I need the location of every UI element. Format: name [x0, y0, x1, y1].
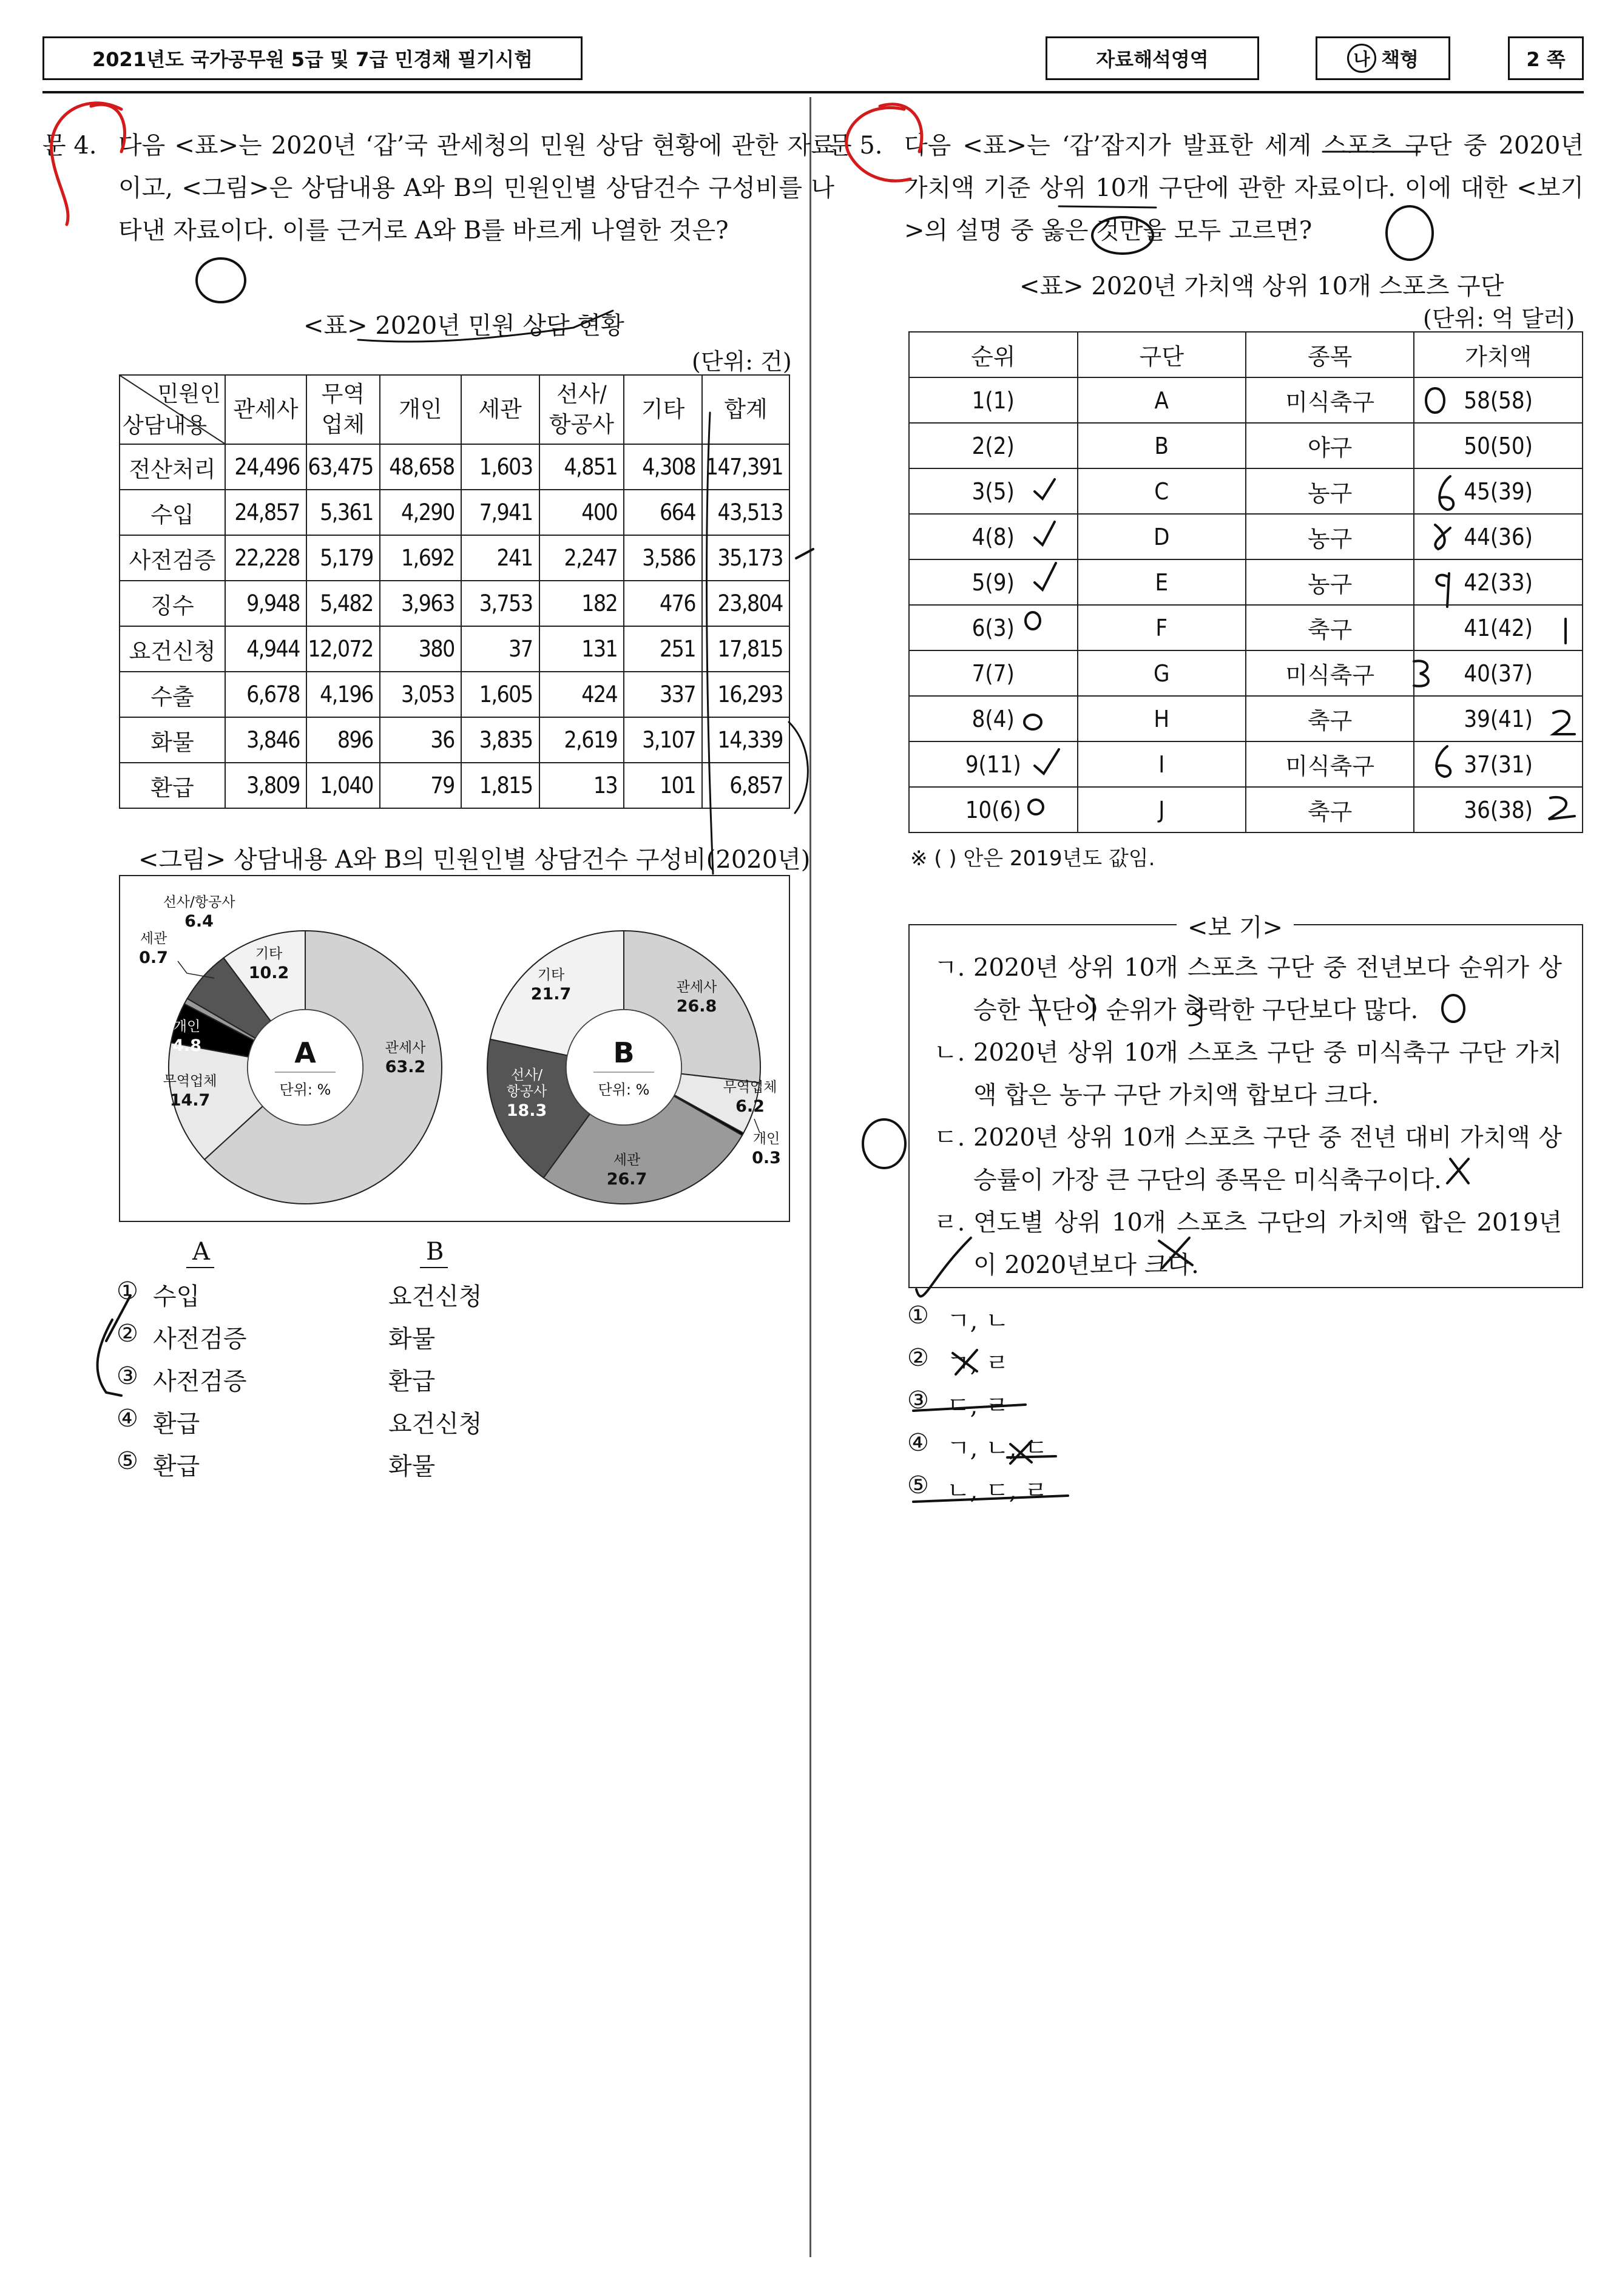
- q4-option-b: 요건신청: [388, 1283, 482, 1311]
- q5-option-mark[interactable]: ②: [907, 1344, 929, 1372]
- pie-chart-b: [460, 876, 791, 1222]
- table-cell: J: [1078, 787, 1246, 832]
- bogi-text: 2020년 상위 10개 스포츠 구단 중 전년 대비 가치액 상승률이 가장 큰 구단의 종목은 미식축구이다.: [973, 1124, 1562, 1194]
- table-cell: 131: [539, 626, 624, 672]
- booklet-mark-circle: 나: [1347, 44, 1376, 73]
- table-corner-cell: [120, 375, 225, 444]
- row-label: 사전검증: [120, 535, 225, 581]
- q4-option-header-a-underline: [186, 1267, 214, 1268]
- q4-option-header-b: B: [426, 1238, 444, 1266]
- table-cell: 7,941: [461, 490, 539, 535]
- table-cell: 7(7): [909, 650, 1078, 696]
- table-cell: 3,586: [624, 535, 702, 581]
- table-cell: 9(11): [909, 741, 1078, 787]
- donut-center-label: B: [613, 1036, 635, 1069]
- column-header: 합계: [702, 375, 789, 444]
- q5-bogi-box: [908, 914, 1583, 1288]
- table-cell: 147,391: [702, 444, 789, 490]
- bogi-mark: ㄷ.: [934, 1124, 965, 1152]
- slice-label: 세관: [140, 931, 167, 947]
- table-row: [120, 535, 789, 581]
- table-cell: 182: [539, 581, 624, 626]
- table-cell: 337: [624, 672, 702, 717]
- q4-stem: [42, 124, 834, 300]
- table-row: [120, 626, 789, 672]
- bogi-text: 2020년 상위 10개 스포츠 구단 중 전년보다 순위가 상승한 구단이 순위가 하락한 구단보다 많다.: [973, 954, 1562, 1024]
- table-cell: 664: [624, 490, 702, 535]
- table-cell: 농구: [1246, 559, 1414, 605]
- row-label: 화물: [120, 717, 225, 763]
- q5-table-title: <표> 2020년 가치액 상위 10개 스포츠 구단: [1019, 272, 1504, 300]
- table-cell: 2(2): [909, 423, 1078, 468]
- table-cell: 9,948: [225, 581, 306, 626]
- slice-label: 개인: [752, 1131, 780, 1147]
- table-cell: 476: [624, 581, 702, 626]
- table-cell: 농구: [1246, 514, 1414, 559]
- table-cell: 4,196: [306, 672, 380, 717]
- slice-label: 관세사: [676, 979, 717, 995]
- q5-option-mark[interactable]: ⑤: [907, 1471, 929, 1499]
- q4-option-b: 화물: [388, 1453, 436, 1481]
- table-cell: 39(41): [1414, 696, 1583, 741]
- table-cell: 4,308: [624, 444, 702, 490]
- slice-value: 63.2: [385, 1058, 426, 1076]
- donut-center-label: A: [294, 1036, 316, 1069]
- table-row: [909, 514, 1583, 559]
- slice-label: 무역업체: [163, 1073, 217, 1089]
- table-cell: 6(3): [909, 605, 1078, 650]
- table-cell: 23,804: [702, 581, 789, 626]
- table-cell: 3(5): [909, 468, 1078, 514]
- q5-option-text: ㄴ, ㄷ, ㄹ: [947, 1477, 1048, 1505]
- q4-option-b: 화물: [388, 1325, 436, 1353]
- q4-table: [119, 374, 790, 809]
- table-cell: 농구: [1246, 468, 1414, 514]
- donut-unit: 단위: %: [279, 1081, 331, 1098]
- q5-note: ※ ( ) 안은 2019년도 값임.: [910, 846, 1155, 871]
- bogi-d-circle: [863, 1119, 905, 1168]
- row-label: 요건신청: [120, 626, 225, 672]
- bogi-text: 2020년 상위 10개 스포츠 구단 중 미식축구 구단 가치액 합은 농구 구단 가치액 합보다 크다.: [973, 1039, 1562, 1109]
- table-cell: 4,944: [225, 626, 306, 672]
- table-cell: 미식축구: [1246, 377, 1414, 423]
- q5-option-mark[interactable]: ③: [907, 1386, 929, 1414]
- q4-option-mark[interactable]: ②: [117, 1320, 138, 1348]
- q5-text: 다음 <표>는 ‘갑’잡지가 발표한 세계 스포츠 구단 중 2020년 가치액 기준 상위 10개 구단에 관한 자료이다. 이에 대한 <보기>의 설명 중 옳은 것만을 모두 고르면?: [904, 132, 1584, 245]
- corner-bottom-label: 상담내용: [123, 413, 208, 438]
- q4-option-a: 수입: [153, 1283, 200, 1311]
- table-cell: 10(6): [909, 787, 1078, 832]
- q4-option-b: 환급: [388, 1368, 436, 1396]
- table-cell: 44(36): [1414, 514, 1583, 559]
- q5-option-text: ㄷ, ㄹ: [947, 1392, 1009, 1420]
- table-cell: 40(37): [1414, 650, 1583, 696]
- slice-value: 10.2: [248, 964, 289, 982]
- q4-option-a: 사전검증: [153, 1368, 247, 1396]
- q5-option-mark[interactable]: ①: [907, 1302, 929, 1329]
- table-cell: 2,619: [539, 717, 624, 763]
- column-header: 관세사: [225, 375, 306, 444]
- table-cell: C: [1078, 468, 1246, 514]
- table-row: [120, 490, 789, 535]
- table-cell: 축구: [1246, 787, 1414, 832]
- q4-figure: [119, 875, 790, 1222]
- table-cell: 미식축구: [1246, 741, 1414, 787]
- table-cell: 400: [539, 490, 624, 535]
- column-header: 기타: [624, 375, 702, 444]
- q5-option-text: ㄱ, ㄴ: [947, 1307, 1009, 1335]
- slice-value: 14.7: [169, 1091, 211, 1110]
- slice-value: 26.7: [606, 1170, 647, 1189]
- table-cell: 축구: [1246, 605, 1414, 650]
- table-cell: 미식축구: [1246, 650, 1414, 696]
- table-cell: 42(33): [1414, 559, 1583, 605]
- table-cell: 13: [539, 763, 624, 808]
- table-cell: 12,072: [306, 626, 380, 672]
- table-cell: 3,107: [624, 717, 702, 763]
- table-cell: 4(8): [909, 514, 1078, 559]
- table-row: [909, 741, 1583, 787]
- table-cell: 5,361: [306, 490, 380, 535]
- q4-figure-title: <그림> 상담내용 A와 B의 민원인별 상담건수 구성비(2020년): [138, 846, 811, 874]
- bogi-text: 연도별 상위 10개 스포츠 구단의 가치액 합은 2019년이 2020년보다 크다.: [973, 1209, 1563, 1279]
- table-cell: 3,053: [380, 672, 461, 717]
- column-header: 구단: [1078, 332, 1246, 377]
- slice-value: 26.8: [676, 997, 717, 1016]
- bogi-mark: ㄴ.: [934, 1039, 965, 1067]
- table-row: [909, 377, 1583, 423]
- table-cell: D: [1078, 514, 1246, 559]
- table-cell: 1,692: [380, 535, 461, 581]
- table-cell: 48,658: [380, 444, 461, 490]
- slice-label: 관세사: [385, 1040, 426, 1056]
- q4-option-header-b-underline: [420, 1267, 448, 1268]
- section-label: 자료해석영역: [1046, 36, 1259, 80]
- column-header: 순위: [909, 332, 1078, 377]
- table-cell: 36(38): [1414, 787, 1583, 832]
- column-header: 종목: [1246, 332, 1414, 377]
- row-label: 환급: [120, 763, 225, 808]
- slice-label: 선사/항공사: [163, 894, 235, 910]
- table-cell: 3,809: [225, 763, 306, 808]
- slice-value: 18.3: [506, 1101, 547, 1120]
- table-row: [909, 559, 1583, 605]
- table-cell: 5,482: [306, 581, 380, 626]
- table-cell: 36: [380, 717, 461, 763]
- table-cell: 1(1): [909, 377, 1078, 423]
- table-cell: 축구: [1246, 696, 1414, 741]
- table-cell: I: [1078, 741, 1246, 787]
- header-rule: [42, 91, 1584, 93]
- q4-number: 문 4.: [42, 132, 97, 160]
- row-label: 전산처리: [120, 444, 225, 490]
- bogi-mark: ㄹ.: [934, 1209, 965, 1237]
- table-cell: 4,851: [539, 444, 624, 490]
- table-row: [909, 650, 1583, 696]
- q4-option-a: 사전검증: [153, 1325, 247, 1353]
- slice-label: 기타: [255, 946, 283, 962]
- q5-table-unit: (단위: 억 달러): [1423, 305, 1575, 332]
- table-cell: 8(4): [909, 696, 1078, 741]
- table-cell: E: [1078, 559, 1246, 605]
- table-cell: 1,605: [461, 672, 539, 717]
- table-cell: 3,963: [380, 581, 461, 626]
- booklet-type: [1316, 36, 1450, 80]
- q4-option-a: 환급: [153, 1453, 200, 1481]
- table-cell: 45(39): [1414, 468, 1583, 514]
- table-cell: 16,293: [702, 672, 789, 717]
- table-cell: 58(58): [1414, 377, 1583, 423]
- column-header: 개인: [380, 375, 461, 444]
- q5-option-mark[interactable]: ④: [907, 1429, 929, 1457]
- bogi-mark: ㄱ.: [934, 954, 965, 982]
- table-cell: 1,040: [306, 763, 380, 808]
- q4-option-header-a: A: [192, 1238, 210, 1266]
- table-cell: 17,815: [702, 626, 789, 672]
- table-cell: 1,603: [461, 444, 539, 490]
- table-cell: 14,339: [702, 717, 789, 763]
- q5-number: 문 5.: [828, 132, 883, 160]
- slice-value: 4.8: [172, 1036, 201, 1055]
- q4-option-a: 환급: [153, 1410, 200, 1438]
- slice-label: 선사/: [510, 1067, 543, 1083]
- corner-top-label: 민원인: [157, 382, 221, 407]
- slice-value: 6.2: [735, 1097, 765, 1116]
- table-row: [120, 444, 789, 490]
- table-row: [120, 581, 789, 626]
- q4-option-mark[interactable]: ③: [117, 1362, 138, 1390]
- q4-table-title: <표> 2020년 민원 상담 현황: [303, 312, 624, 340]
- q4-option-mark[interactable]: ⑤: [117, 1447, 138, 1475]
- table-cell: 3,835: [461, 717, 539, 763]
- slice-label: 기타: [537, 967, 565, 983]
- table-cell: 37: [461, 626, 539, 672]
- column-divider: [809, 97, 811, 2257]
- q4-option-mark[interactable]: ④: [117, 1405, 138, 1433]
- slice-label: 개인: [173, 1019, 201, 1035]
- q4-option-b: 요건신청: [388, 1410, 482, 1438]
- table-cell: 43,513: [702, 490, 789, 535]
- donut-unit: 단위: %: [598, 1081, 650, 1098]
- table-cell: 22,228: [225, 535, 306, 581]
- table-cell: H: [1078, 696, 1246, 741]
- table-row: [909, 423, 1583, 468]
- table-cell: 37(31): [1414, 741, 1583, 787]
- table-cell: F: [1078, 605, 1246, 650]
- table-cell: 63,475: [306, 444, 380, 490]
- table-cell: 896: [306, 717, 380, 763]
- table-row: [909, 468, 1583, 514]
- booklet-suffix: 책형: [1381, 48, 1419, 71]
- table-cell: 4,290: [380, 490, 461, 535]
- table-cell: 79: [380, 763, 461, 808]
- table-cell: 2,247: [539, 535, 624, 581]
- table-cell: 5(9): [909, 559, 1078, 605]
- table-row: [120, 717, 789, 763]
- slice-value: 0.7: [139, 948, 168, 967]
- slice-label: 무역업체: [723, 1079, 777, 1095]
- q5-option-text: ㄱ, ㄴ, ㄷ: [947, 1434, 1048, 1462]
- table-cell: 24,857: [225, 490, 306, 535]
- table-cell: 241: [461, 535, 539, 581]
- table-cell: A: [1078, 377, 1246, 423]
- exam-title: 2021년도 국가공무원 5급 및 7급 민경채 필기시험: [42, 36, 583, 80]
- bogi-title: <보 기>: [1177, 908, 1294, 943]
- table-cell: 380: [380, 626, 461, 672]
- row-label: 징수: [120, 581, 225, 626]
- table-cell: 101: [624, 763, 702, 808]
- pie-chart-a: [120, 876, 460, 1222]
- total-bracket: [789, 722, 808, 813]
- slice-label: 세관: [613, 1152, 641, 1168]
- q4-option-mark[interactable]: ①: [117, 1277, 138, 1305]
- table-cell: 24,496: [225, 444, 306, 490]
- table-cell: 야구: [1246, 423, 1414, 468]
- column-header: 세관: [461, 375, 539, 444]
- table-cell: 50(50): [1414, 423, 1583, 468]
- table-row: [120, 672, 789, 717]
- q5-option-text: ㄱ, ㄹ: [947, 1349, 1009, 1377]
- column-header: 무역 업체: [306, 375, 380, 444]
- row-label: 수출: [120, 672, 225, 717]
- q4-text: 다음 <표>는 2020년 ‘갑’국 관세청의 민원 상담 현황에 관한 자료이고, <그림>은 상담내용 A와 B의 민원인별 상담건수 구성비를 나타낸 자료이다. 이를 근거로 A와 B를 바르게 나열한 것은?: [118, 132, 834, 245]
- table-cell: 1,815: [461, 763, 539, 808]
- table-row: [909, 787, 1583, 832]
- table-row: [909, 696, 1583, 741]
- table-row: [909, 605, 1583, 650]
- slice-value: 6.4: [184, 912, 214, 931]
- table-row: [120, 763, 789, 808]
- q5-stem: [828, 124, 1587, 258]
- q5-table: [908, 331, 1583, 833]
- q4-table-unit: (단위: 건): [692, 348, 792, 375]
- table-cell: 35,173: [702, 535, 789, 581]
- slice-value: 0.3: [752, 1149, 781, 1167]
- table-cell: G: [1078, 650, 1246, 696]
- table-cell: B: [1078, 423, 1246, 468]
- table-cell: 6,678: [225, 672, 306, 717]
- slice-value: 21.7: [530, 985, 572, 1004]
- table-cell: 251: [624, 626, 702, 672]
- table-cell: 424: [539, 672, 624, 717]
- column-header: 선사/ 항공사: [539, 375, 624, 444]
- table-cell: 3,753: [461, 581, 539, 626]
- slice-label: 항공사: [506, 1084, 547, 1099]
- row-label: 수입: [120, 490, 225, 535]
- table-cell: 3,846: [225, 717, 306, 763]
- table-cell: 6,857: [702, 763, 789, 808]
- column-header: 가치액: [1414, 332, 1583, 377]
- table-cell: 41(42): [1414, 605, 1583, 650]
- table-cell: 5,179: [306, 535, 380, 581]
- page-number: 2 쪽: [1508, 36, 1584, 80]
